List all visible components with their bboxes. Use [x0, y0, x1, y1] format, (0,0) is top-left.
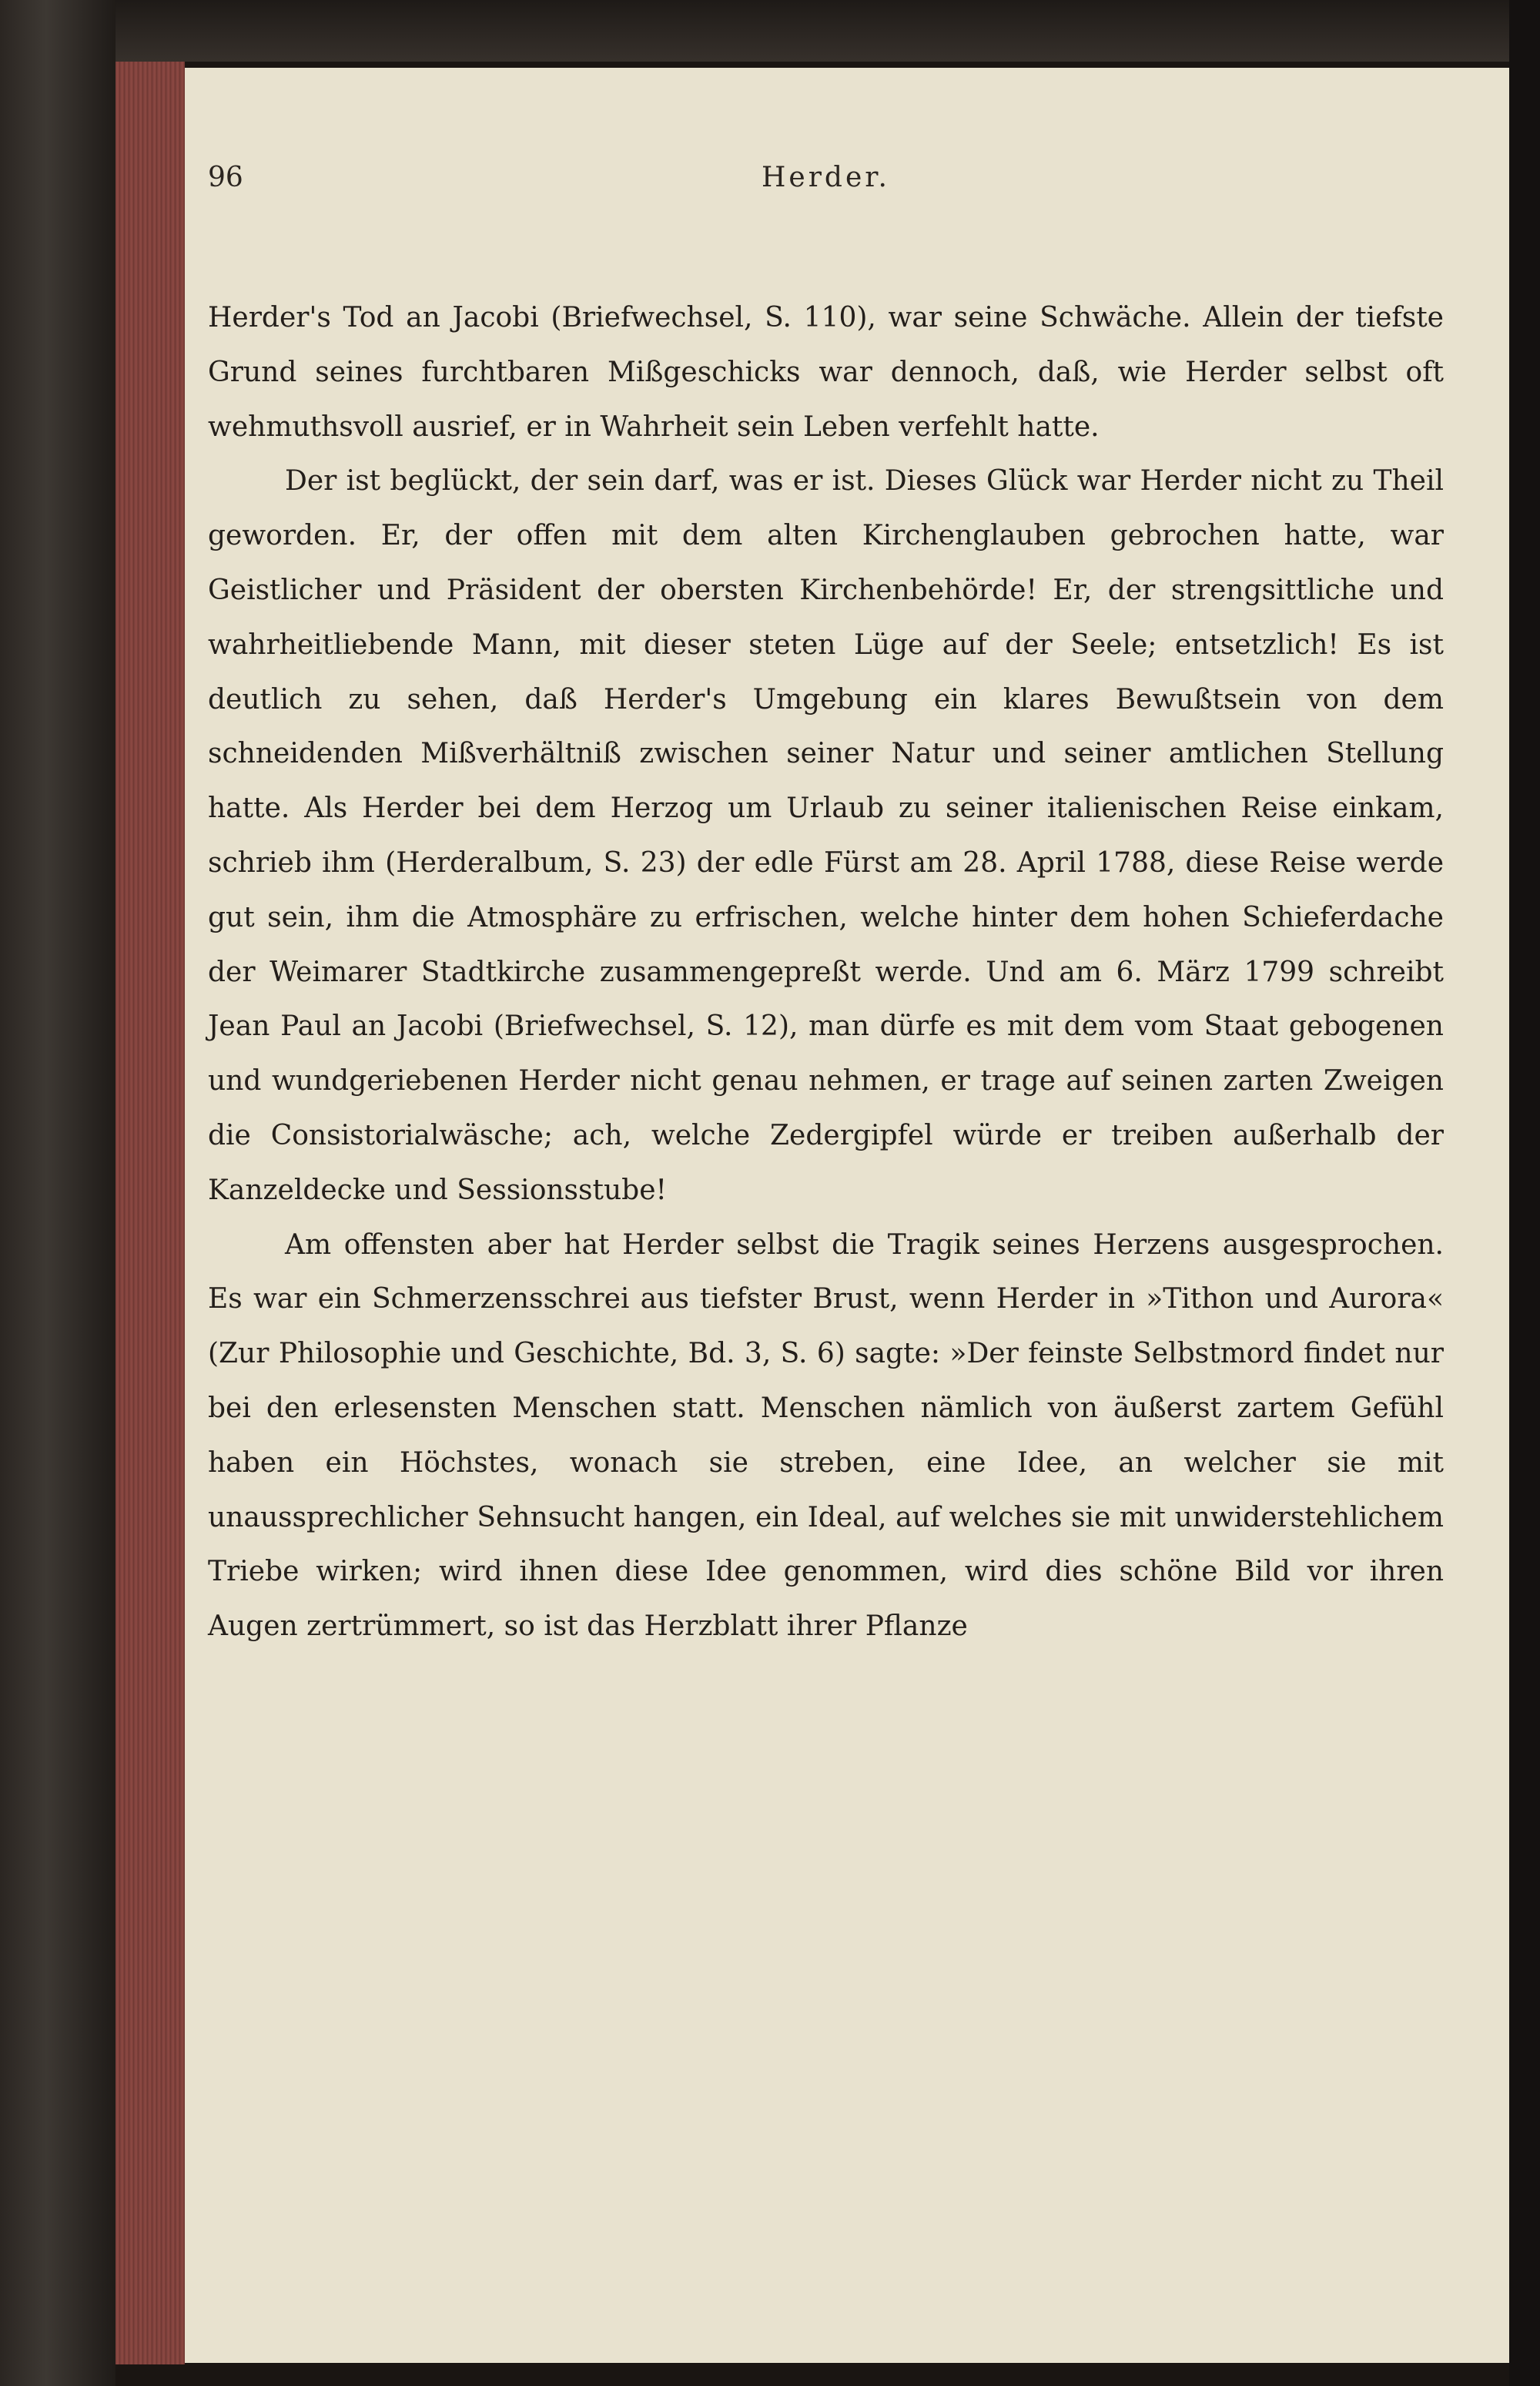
page-header [208, 162, 1444, 208]
book-cover-top [0, 0, 1540, 62]
running-title: Herder. [762, 162, 890, 193]
paragraph: Der ist beglückt, der sein darf, was er ist. Dieses Glück war Herder nicht zu Theil geworden. Er, der offen mit dem alten Kirchenglauben gebrochen hatte, war Geistlicher und Präsident der obersten Kirchenbehörde! Er, der strengsittliche und wahrheitliebende Mann, mit dieser steten Lüge auf der Seele; entsetzlich! Es ist deutlich zu sehen, daß Herder's Umgebung ein klares Bewußtsein von dem schneidenden Mißverhältniß zwischen seiner Natur und seiner amtlichen Stellung hatte. Als Herder bei dem Herzog um Urlaub zu seiner italienischen Reise einkam, schrieb ihm (Herderalbum, S. 23) der edle Fürst am 28. April 1788, diese Reise werde gut sein, ihm die Atmosphäre zu erfrischen, welche hinter dem hohen Schieferdache der Weimarer Stadtkirche zusammengepreßt werde. Und am 6. März 1799 schreibt Jean Paul an Jacobi (Briefwechsel, S. 12), man dürfe es mit dem vom Staat gebogenen und wundgeriebenen Herder nicht genau nehmen, er trage auf seinen zarten Zweigen die Consistorialwäsche; ach, welche Zedergipfel würde er treiben außerhalb der Kanzeldecke und Sessionsstube! [208, 465, 1444, 1206]
page-number: 96 [208, 162, 243, 193]
body-text [208, 291, 1444, 1654]
paragraph: Am offensten aber hat Herder selbst die Tragik seines Herzens ausgesprochen. Es war ein Schmerzensschrei aus tiefster Brust, wenn Herder in »Tithon und Aurora« (Zur Philosophie und Geschichte, Bd. 3, S. 6) sagte: »Der feinste Selbstmord findet nur bei den erlesensten Menschen statt. Menschen nämlich von äußerst zartem Gefühl haben ein Höchstes, wonach sie streben, eine Idee, an welcher sie mit unaussprechlicher Sehnsucht hangen, ein Ideal, auf welches sie mit unwiderstehlichem Triebe wirken; wird ihnen diese Idee genommen, wird dies schöne Bild vor ihren Augen zertrümmert, so ist das Herzblatt ihrer Pflanze [208, 1228, 1444, 1643]
page-edges [116, 62, 185, 2364]
paragraph: Herder's Tod an Jacobi (Briefwechsel, S. 110), war seine Schwäche. Allein der tiefste Grund seines furchtbaren Mißgeschicks war dennoch, daß, wie Herder selbst oft wehmuthsvoll ausrief, er in Wahrheit sein Leben verfehlt hatte. [208, 302, 1444, 443]
book-cover-right [1509, 0, 1540, 2386]
book-cover-left [0, 0, 116, 2386]
